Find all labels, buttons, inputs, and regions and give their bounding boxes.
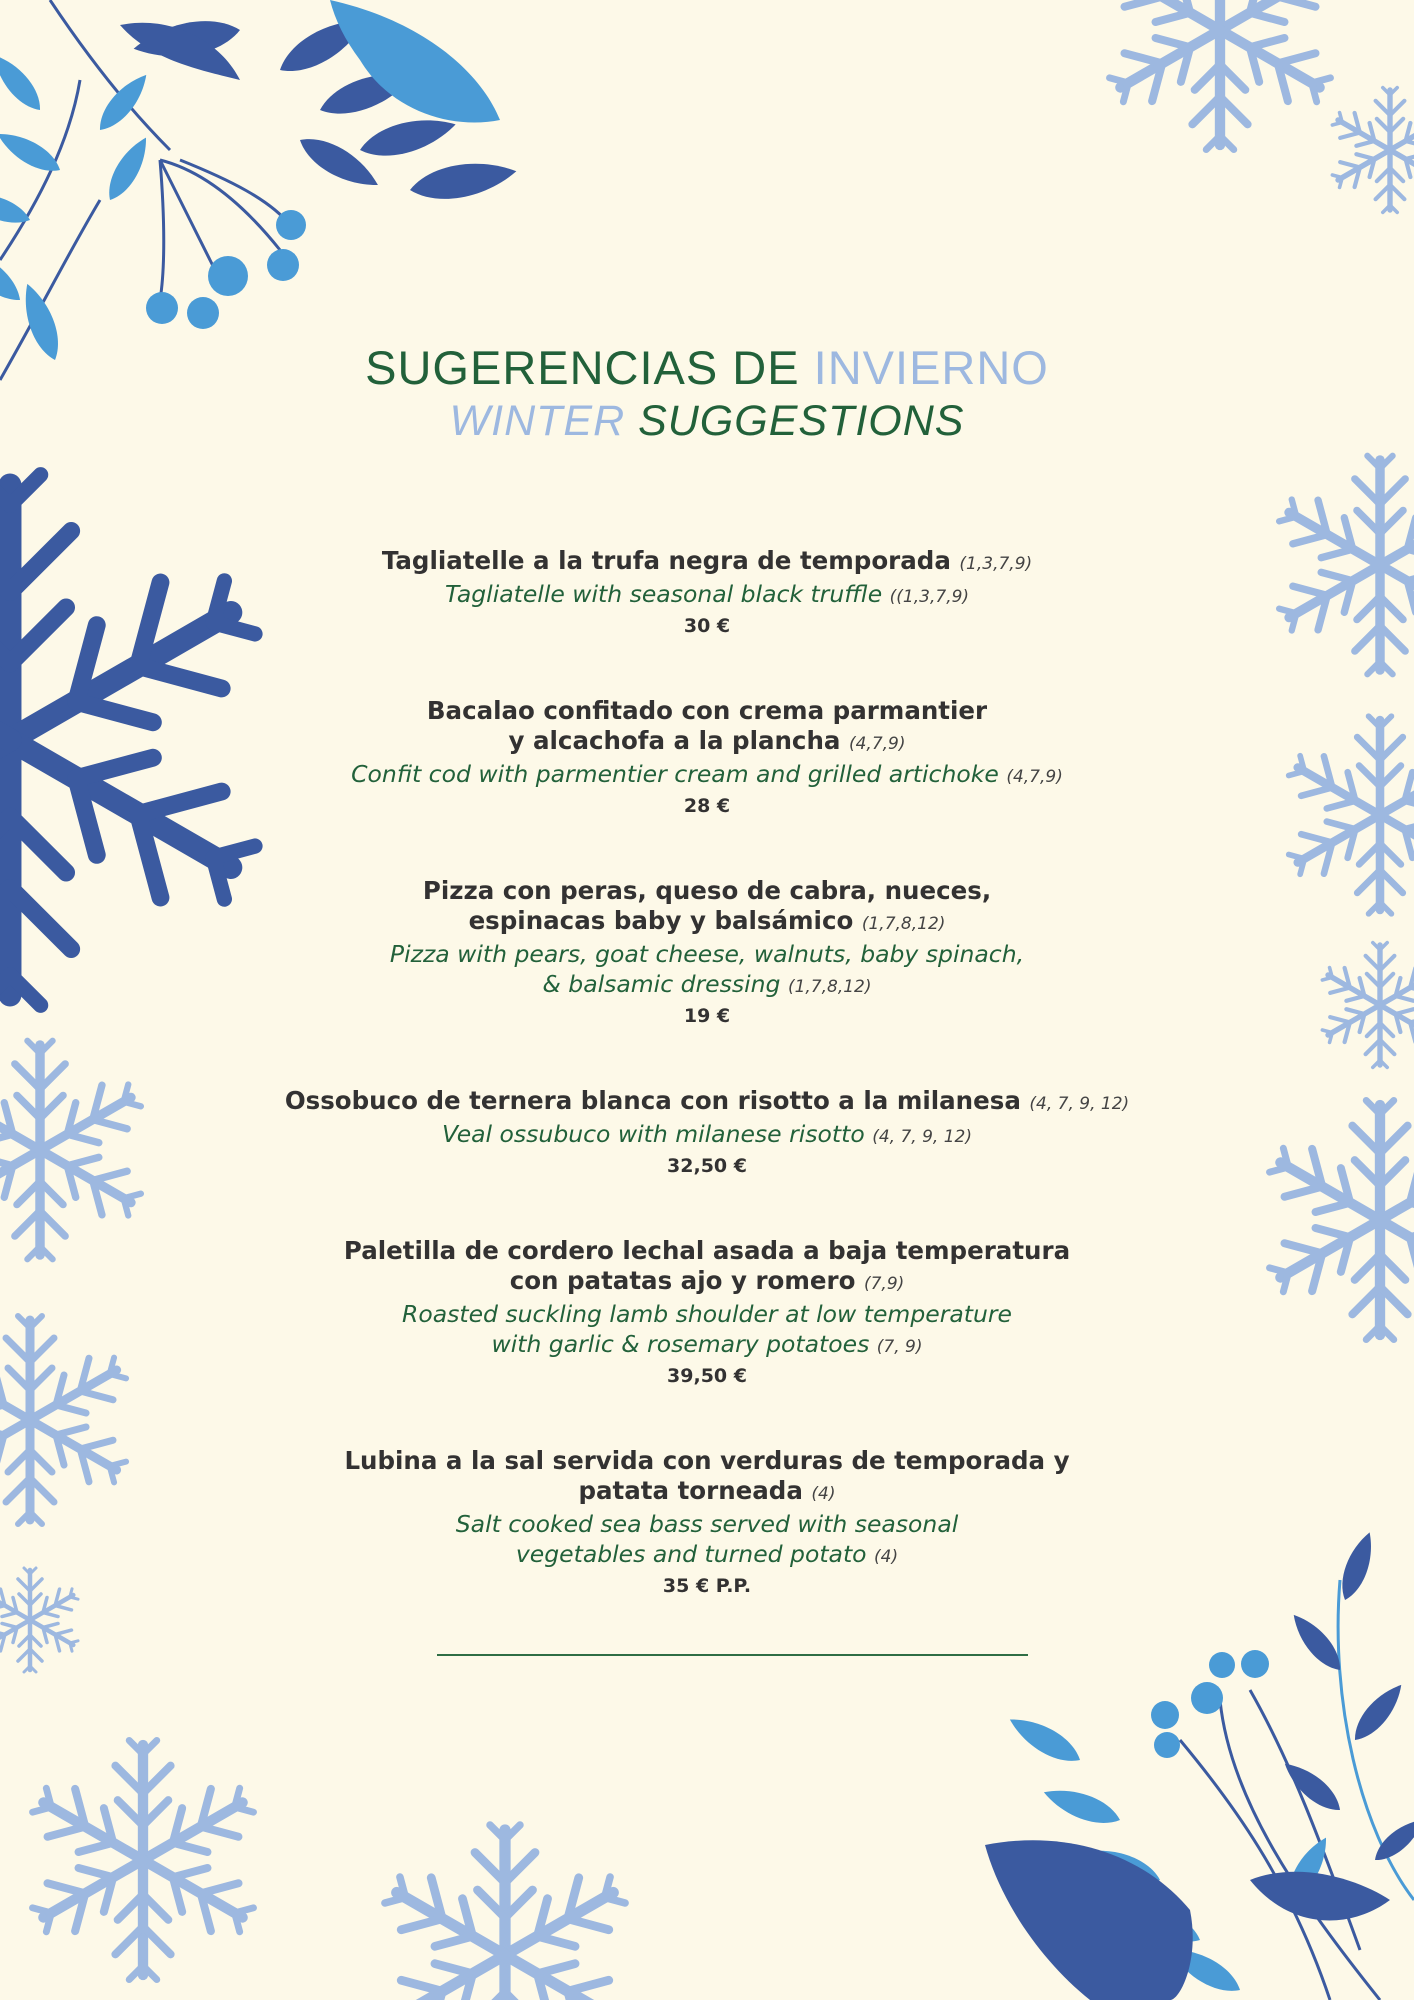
title-spanish-part1: SUGERENCIAS DE [365,341,800,394]
dish-price: 19 € [683,1005,731,1027]
dish-price: 32,50 € [667,1155,747,1177]
allergens-english: (7, 9) [876,1337,923,1357]
allergens-spanish: (4, 7, 9, 12) [1029,1094,1130,1114]
snowflake-left-column [0,1041,147,1672]
dish-name-english: Confit cod with parmentier cream and grilled artichoke (4,7,9) [351,760,1063,788]
title-english-part2: SUGGESTIONS [638,397,965,445]
allergens-english: (4, 7, 9, 12) [872,1127,972,1147]
allergens-spanish: (1,7,8,12) [861,914,946,934]
allergens-spanish: (4,7,9) [848,734,906,754]
dish-price: 35 € P.P. [662,1575,752,1597]
dish-name-english: Veal ossubuco with milanese risotto (4, 7, 9, 12) [442,1120,972,1148]
dish-name-spanish: Lubina a la sal servida con verduras de temporada y patata torneada (4) [344,1446,1070,1505]
allergens-spanish: (4) [811,1484,836,1504]
allergens-english: (1,7,8,12) [787,977,872,997]
dish-name-spanish: Ossobuco de ternera blanca con risotto a la milanesa (4, 7, 9, 12) [284,1086,1130,1115]
dish-name-spanish: Tagliatelle a la trufa negra de temporada (1,3,7,9) [381,546,1033,575]
title-english [0,396,1414,446]
menu-list [257,546,1157,1640]
divider-line [437,1654,1028,1656]
dish-name-english: Salt cooked sea bass served with seasonal vegetables and turned potato (4) [455,1510,959,1568]
allergens-english: (4,7,9) [1006,767,1063,787]
menu-item [257,1446,1157,1600]
allergens-english: (4) [874,1547,899,1567]
menu-item [257,876,1157,1030]
allergens-spanish: (1,3,7,9) [959,554,1033,574]
menu-title [0,340,1414,446]
title-spanish-part2: INVIERNO [813,341,1049,394]
snowflake-top-right [1103,0,1414,212]
menu-item [257,1236,1157,1390]
dish-price: 28 € [683,795,731,817]
dish-name-english: Tagliatelle with seasonal black truffle ((1,3,7,9) [444,580,970,608]
dish-name-english: Pizza with pears, goat cheese, walnuts, baby spinach, & balsamic dressing (1,7,8,12) [389,940,1025,998]
title-spanish [0,340,1414,396]
menu-item [257,546,1157,640]
dish-price: 39,50 € [667,1365,747,1387]
snowflake-right-column [1263,456,1414,1340]
dish-price: 30 € [683,615,731,637]
dish-name-english: Roasted suckling lamb shoulder at low temperature with garlic & rosemary potatoes (7, 9) [402,1300,1012,1358]
dish-name-spanish: Paletilla de cordero lechal asada a baja temperatura con patatas ajo y romero (7,9) [343,1236,1071,1295]
leaf-branch-top-left [0,0,519,380]
menu-item [257,696,1157,820]
menu-item [257,1086,1157,1180]
allergens-spanish: (7,9) [863,1274,905,1294]
dish-name-spanish: Bacalao confitado con crema parmantier y alcachofa a la plancha (4,7,9) [426,696,988,755]
snowflake-bottom [26,1740,633,2000]
dish-name-spanish: Pizza con peras, queso de cabra, nueces, espinacas baby y balsámico (1,7,8,12) [422,876,992,935]
title-english-part1: WINTER [449,397,626,445]
snowflake-left-large [0,475,270,1005]
allergens-english: ((1,3,7,9) [889,587,970,607]
